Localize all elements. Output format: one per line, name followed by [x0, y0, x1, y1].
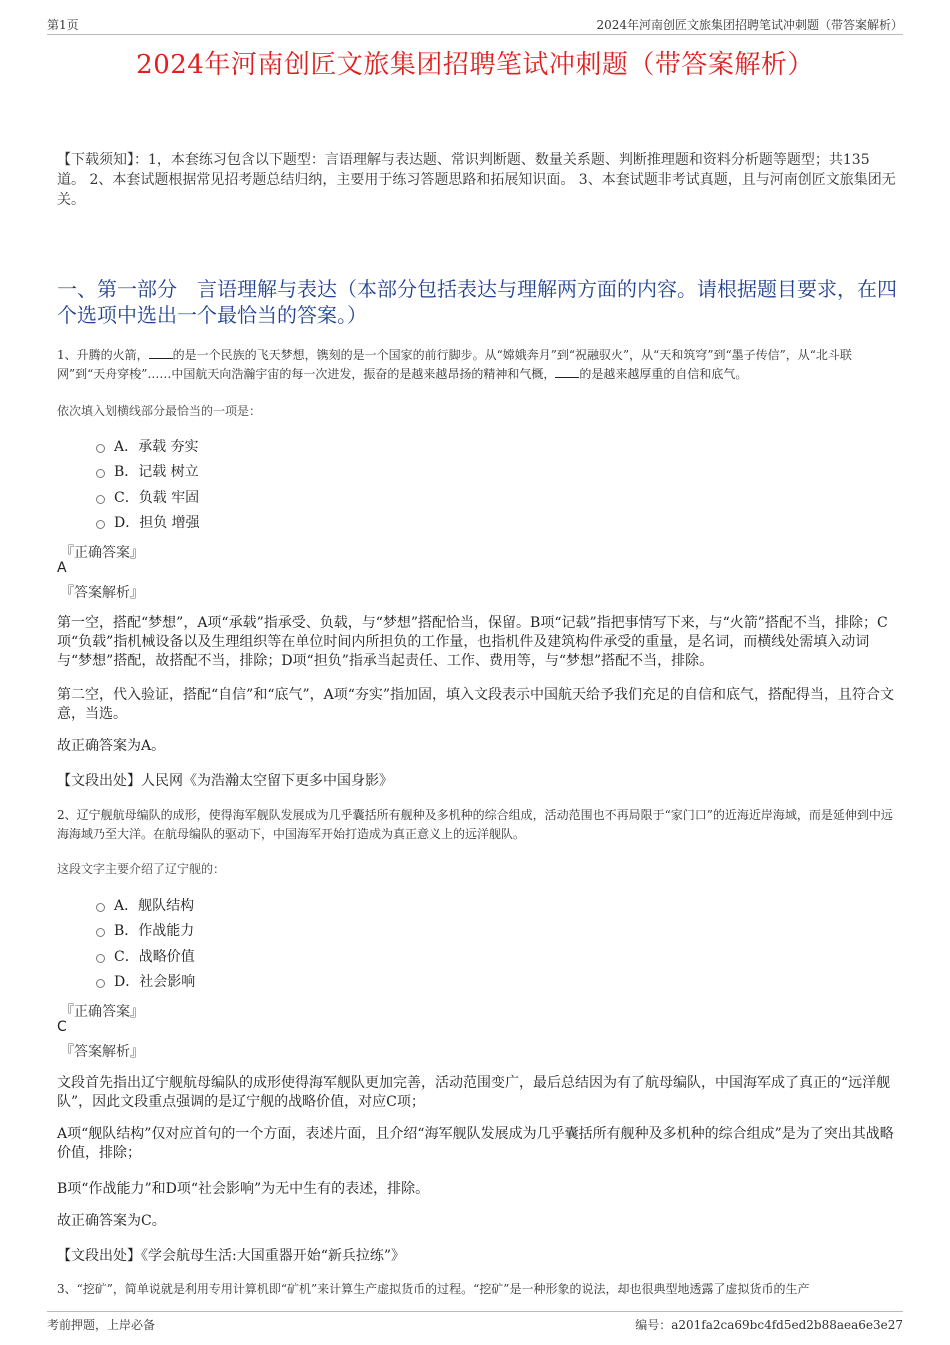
footer-slogan: 考前押题，上岸必备	[47, 1318, 156, 1332]
q2-source: 【文段出处】《学会航母生活:大国重器开始“新兵拉练”》	[57, 1248, 406, 1264]
page-footer	[47, 1311, 903, 1336]
question-2-prompt: 这段文字主要介绍了辽宁舰的：	[57, 862, 226, 876]
q2-option-b[interactable]: B．作战能力	[96, 918, 195, 944]
radio-icon[interactable]	[96, 469, 105, 478]
radio-icon[interactable]	[96, 928, 105, 937]
question-3-text: 3、“挖矿”，简单说就是利用专用计算机即“矿机”来计算生产虚拟货币的过程。“挖矿”是一种形象的说法，却也很典型地透露了虚拟货币的生产	[57, 1282, 810, 1296]
q1-option-d[interactable]: D．担负 增强	[96, 510, 200, 536]
radio-icon[interactable]	[96, 520, 105, 529]
download-notice: 【下载须知】：1，本套练习包含以下题型：言语理解与表达题、常识判断题、数量关系题、判断推理题和资料分析题等题型；共135道。 2、本套试题根据常见招考题总结归纳，主要用于练习答题思路和拓展知识面。 3、本套试题非考试真题，且与河南创匠文旅集团无关。	[57, 152, 896, 208]
q2-analysis-1: 文段首先指出辽宁舰航母编队的成形使得海军舰队更加完善，活动范围变广，最后总结因为有了航母编队，中国海军成了真正的“远洋舰队”，因此文段重点强调的是辽宁舰的战略价值，对应C项；	[57, 1075, 891, 1110]
q1-option-a[interactable]: A．承载 夯实	[96, 433, 200, 459]
radio-icon[interactable]	[96, 444, 105, 453]
radio-icon[interactable]	[96, 954, 105, 963]
blank-2	[555, 366, 579, 378]
q1-correct-label: 『正确答案』	[60, 545, 144, 561]
q1-analysis-3: 故正确答案为A。	[57, 738, 166, 754]
q1-analysis-label: 『答案解析』	[60, 585, 144, 601]
radio-icon[interactable]	[96, 903, 105, 912]
blank-1	[149, 347, 173, 359]
question-2-text: 2、辽宁舰航母编队的成形，使得海军舰队发展成为几乎囊括所有舰种及多机种的综合组成，活动范围也不再局限于“家门口”的近海近岸海域，而是延伸到中远海海域乃至大洋。在航母编队的驱动下，中国海军开始打造成为真正意义上的远洋舰队。	[57, 808, 893, 841]
q2-analysis-4: 故正确答案为C。	[57, 1213, 166, 1229]
q2-option-a[interactable]: A．舰队结构	[96, 892, 195, 918]
document-title: 2024年河南创匠文旅集团招聘笔试冲刺题（带答案解析）	[136, 50, 814, 80]
radio-icon[interactable]	[96, 495, 105, 504]
q2-option-c[interactable]: C．战略价值	[96, 943, 195, 969]
q1-answer: A	[57, 560, 67, 576]
q2-correct-label: 『正确答案』	[60, 1004, 144, 1020]
q1-source: 【文段出处】人民网《为浩瀚太空留下更多中国身影》	[57, 773, 393, 789]
q1-option-b[interactable]: B．记载 树立	[96, 459, 200, 485]
question-1-text: 1、升腾的火箭， 的是一个民族的飞天梦想，镌刻的是一个国家的前行脚步。从“嫦娥奔月”到“祝融驭火”，从“天和筑穹”到“墨子传信”，从“北斗联网”到“天舟穿梭”……中国航天向浩瀚宇宙的每一次进发，振奋的是越来越昂扬的精神和气概， 的是越来越厚重的自信和底气。	[57, 348, 852, 381]
footer-doc-id: 编号：a201fa2ca69bc4fd5ed2b88aea6e3e27	[635, 1318, 903, 1332]
section-title: 一、第一部分 言语理解与表达（本部分包括表达与理解两方面的内容。请根据题目要求，在四个选项中选出一个最恰当的答案。）	[57, 277, 897, 327]
page-number: 第1页	[47, 18, 79, 32]
q2-analysis-3: B项“作战能力”和D项“社会影响”为无中生有的表述，排除。	[57, 1181, 430, 1197]
q2-analysis-2: A项“舰队结构”仅对应首句的一个方面，表述片面，且介绍“海军舰队发展成为几乎囊括所有舰种及多机种的综合组成”是为了突出其战略价值，排除；	[57, 1126, 894, 1161]
q1-analysis-2: 第二空，代入验证，搭配“自信”和“底气”，A项“夯实”指加固，填入文段表示中国航天给予我们充足的自信和底气，搭配得当，且符合文意，当选。	[57, 687, 895, 722]
q1-option-c[interactable]: C．负载 牢固	[96, 484, 200, 510]
page-header	[47, 14, 903, 35]
q1-analysis-1: 第一空，搭配“梦想”，A项“承载”指承受、负载，与“梦想”搭配恰当，保留。B项“记载”指把事情写下来，与“火箭”搭配不当，排除；C项“负载”指机械设备以及生理组织等在单位时间内所担负的工作量，也指机件及建筑构件承受的重量，是名词，而横线处需填入动词与“梦想”搭配，故搭配不当，排除；D项“担负”指承当起责任、工作、费用等，与“梦想”搭配不当，排除。	[57, 615, 888, 669]
radio-icon[interactable]	[96, 979, 105, 988]
question-1-options	[96, 433, 200, 535]
q2-answer: C	[57, 1019, 67, 1035]
q2-option-d[interactable]: D．社会影响	[96, 969, 195, 995]
header-doc-title: 2024年河南创匠文旅集团招聘笔试冲刺题（带答案解析）	[596, 18, 903, 32]
question-1-prompt: 依次填入划横线部分最恰当的一项是：	[57, 404, 262, 418]
question-2-options	[96, 892, 195, 994]
q2-analysis-label: 『答案解析』	[60, 1044, 144, 1060]
